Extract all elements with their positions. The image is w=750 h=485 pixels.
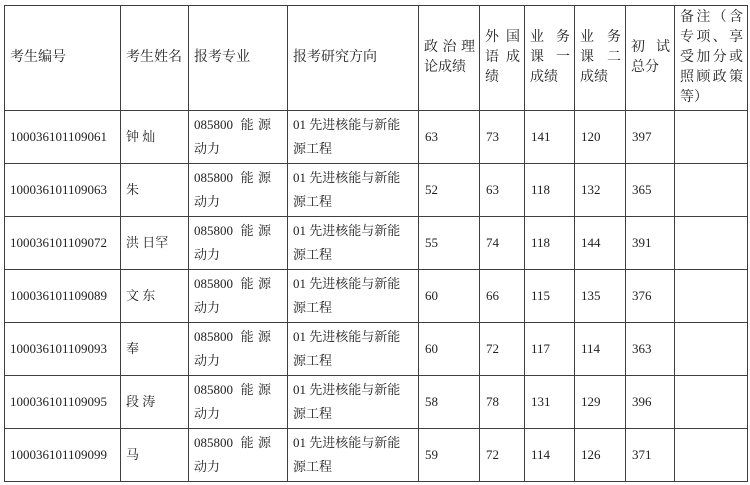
- cell-remarks: [675, 111, 748, 164]
- table-row: [5, 164, 748, 217]
- cell-politics_score: 60: [419, 323, 480, 376]
- column-header-course2_score: 业务课二成绩: [575, 6, 626, 111]
- cell-candidate_id: 100036101109089: [5, 270, 121, 323]
- cell-foreign_language_score: 72: [480, 429, 525, 482]
- column-header-remarks: 备注（含专项、享受加分或照顾政策等）: [675, 6, 748, 111]
- cell-research_direction: 01 先进核能与新能源工程: [288, 270, 419, 323]
- cell-candidate_id: 100036101109072: [5, 217, 121, 270]
- column-header-major: 报考专业: [189, 6, 288, 111]
- cell-total_score: 391: [626, 217, 675, 270]
- cell-foreign_language_score: 63: [480, 164, 525, 217]
- cell-course2_score: 114: [575, 323, 626, 376]
- column-header-candidate_id: 考生编号: [5, 6, 121, 111]
- cell-major: 085800 能源动力: [189, 376, 288, 429]
- cell-course2_score: 135: [575, 270, 626, 323]
- cell-candidate_name: 洪 日罕: [121, 217, 189, 270]
- cell-remarks: [675, 376, 748, 429]
- cell-foreign_language_score: 73: [480, 111, 525, 164]
- cell-foreign_language_score: 66: [480, 270, 525, 323]
- cell-candidate_id: 100036101109061: [5, 111, 121, 164]
- cell-foreign_language_score: 72: [480, 323, 525, 376]
- cell-course1_score: 141: [525, 111, 575, 164]
- cell-major: 085800 能源动力: [189, 323, 288, 376]
- cell-remarks: [675, 270, 748, 323]
- cell-politics_score: 58: [419, 376, 480, 429]
- cell-candidate_name: 马: [121, 429, 189, 482]
- cell-course2_score: 132: [575, 164, 626, 217]
- table-row: [5, 429, 748, 482]
- column-header-candidate_name: 考生姓名: [121, 6, 189, 111]
- table-row: [5, 270, 748, 323]
- table-row: [5, 323, 748, 376]
- cell-remarks: [675, 164, 748, 217]
- cell-research_direction: 01 先进核能与新能源工程: [288, 111, 419, 164]
- cell-course1_score: 117: [525, 323, 575, 376]
- cell-research_direction: 01 先进核能与新能源工程: [288, 323, 419, 376]
- cell-total_score: 365: [626, 164, 675, 217]
- column-header-politics_score: 政治理论成绩: [419, 6, 480, 111]
- cell-course1_score: 115: [525, 270, 575, 323]
- cell-foreign_language_score: 78: [480, 376, 525, 429]
- cell-total_score: 371: [626, 429, 675, 482]
- cell-research_direction: 01 先进核能与新能源工程: [288, 376, 419, 429]
- table-body: [5, 111, 748, 482]
- column-header-course1_score: 业务课一成绩: [525, 6, 575, 111]
- cell-total_score: 376: [626, 270, 675, 323]
- cell-politics_score: 60: [419, 270, 480, 323]
- cell-total_score: 363: [626, 323, 675, 376]
- cell-major: 085800 能源动力: [189, 164, 288, 217]
- cell-candidate_id: 100036101109095: [5, 376, 121, 429]
- column-header-total_score: 初试总分: [626, 6, 675, 111]
- cell-politics_score: 52: [419, 164, 480, 217]
- header-row: [5, 6, 748, 111]
- cell-candidate_name: 朱: [121, 164, 189, 217]
- cell-major: 085800 能源动力: [189, 429, 288, 482]
- cell-research_direction: 01 先进核能与新能源工程: [288, 164, 419, 217]
- column-header-research_direction: 报考研究方向: [288, 6, 419, 111]
- cell-candidate_name: 钟 灿: [121, 111, 189, 164]
- cell-course2_score: 126: [575, 429, 626, 482]
- table-row: [5, 217, 748, 270]
- cell-remarks: [675, 429, 748, 482]
- column-header-foreign_language_score: 外国语成绩: [480, 6, 525, 111]
- cell-candidate_id: 100036101109093: [5, 323, 121, 376]
- cell-course2_score: 129: [575, 376, 626, 429]
- cell-remarks: [675, 323, 748, 376]
- cell-remarks: [675, 217, 748, 270]
- cell-candidate_name: 奉: [121, 323, 189, 376]
- cell-politics_score: 63: [419, 111, 480, 164]
- cell-course2_score: 144: [575, 217, 626, 270]
- cell-candidate_id: 100036101109099: [5, 429, 121, 482]
- admission-scores-table: [4, 5, 748, 482]
- cell-course1_score: 118: [525, 164, 575, 217]
- cell-candidate_name: 段 涛: [121, 376, 189, 429]
- cell-major: 085800 能源动力: [189, 111, 288, 164]
- cell-politics_score: 55: [419, 217, 480, 270]
- cell-candidate_name: 文 东: [121, 270, 189, 323]
- cell-research_direction: 01 先进核能与新能源工程: [288, 217, 419, 270]
- cell-politics_score: 59: [419, 429, 480, 482]
- cell-foreign_language_score: 74: [480, 217, 525, 270]
- cell-course2_score: 120: [575, 111, 626, 164]
- cell-course1_score: 131: [525, 376, 575, 429]
- table-row: [5, 376, 748, 429]
- cell-total_score: 397: [626, 111, 675, 164]
- cell-candidate_id: 100036101109063: [5, 164, 121, 217]
- cell-course1_score: 118: [525, 217, 575, 270]
- table-row: [5, 111, 748, 164]
- cell-major: 085800 能源动力: [189, 217, 288, 270]
- cell-major: 085800 能源动力: [189, 270, 288, 323]
- cell-research_direction: 01 先进核能与新能源工程: [288, 429, 419, 482]
- cell-course1_score: 114: [525, 429, 575, 482]
- cell-total_score: 396: [626, 376, 675, 429]
